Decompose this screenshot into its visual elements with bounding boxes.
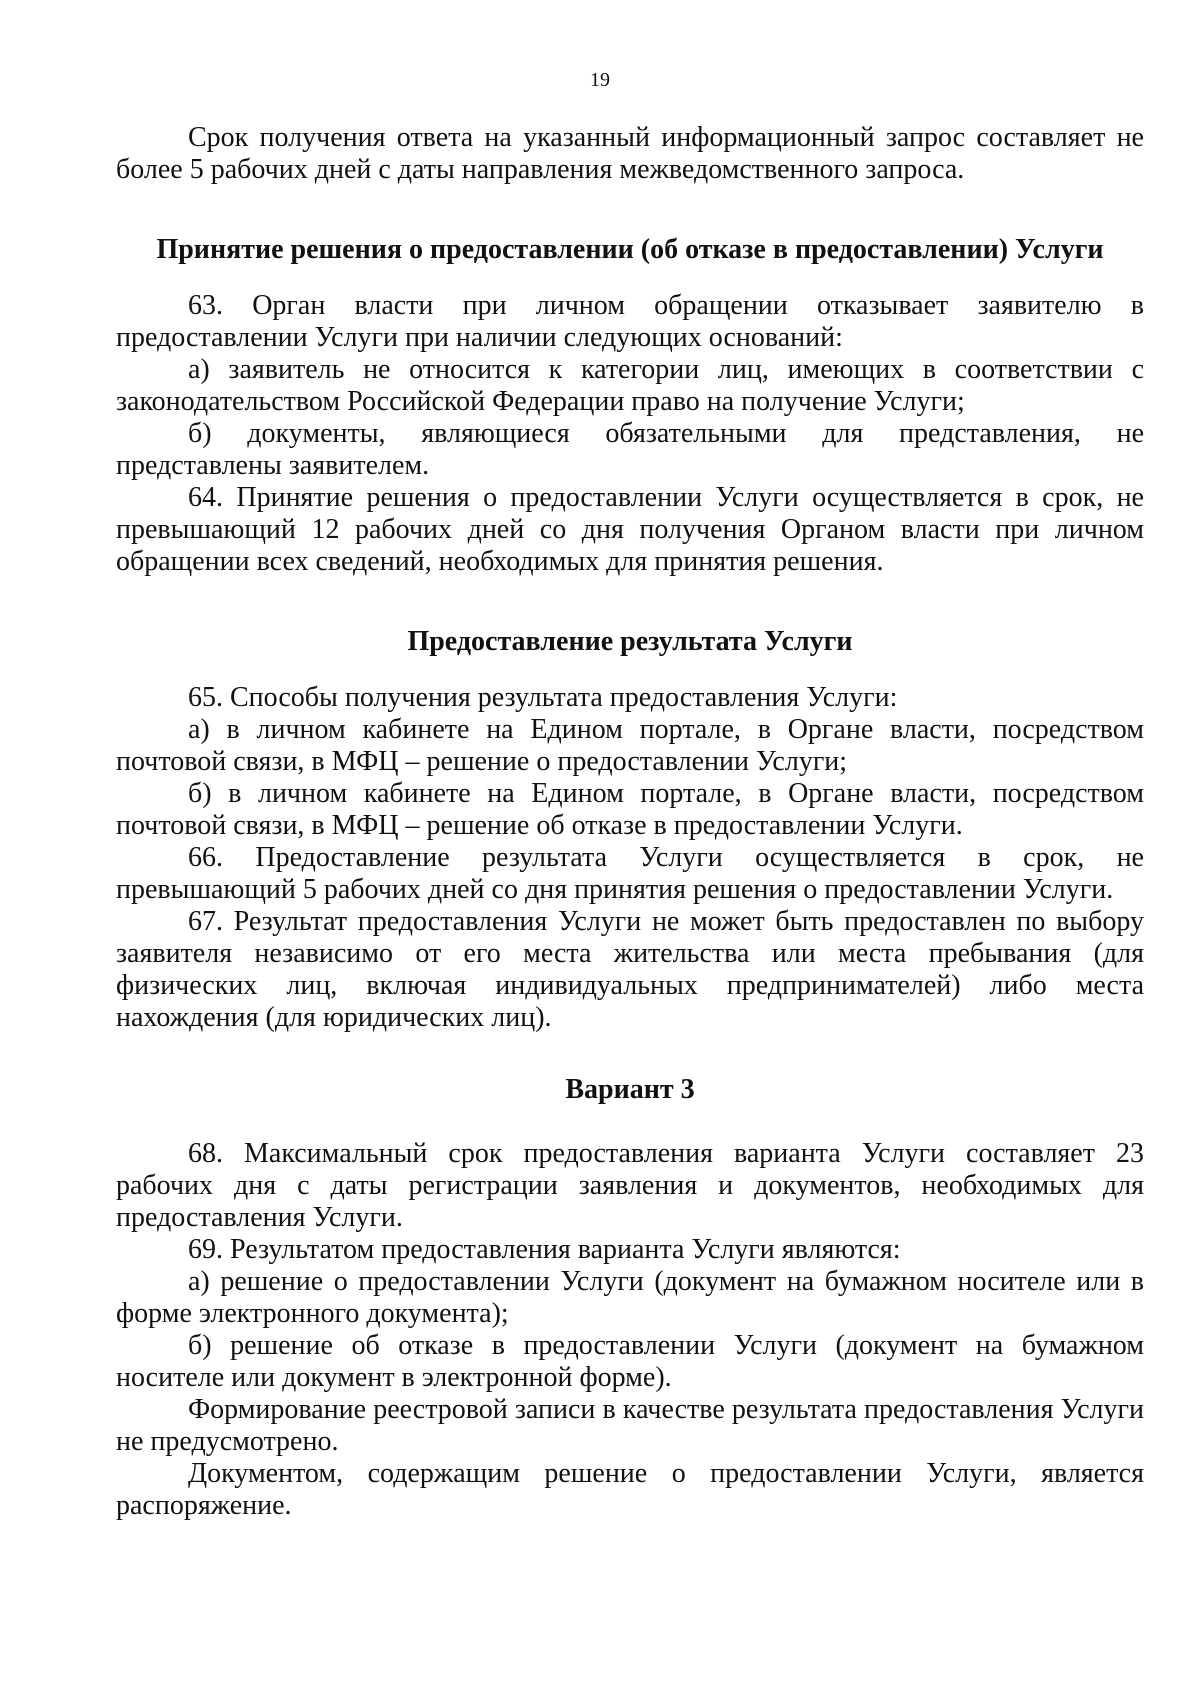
paragraph-63a: а) заявитель не относится к категории лиц, имеющих в соответствии с законодательством Российской Федерации право на получение Услуги; [116, 354, 1144, 417]
paragraph-67: 67. Результат предоставления Услуги не может быть предоставлен по выбору заявителя независимо от его места жительства или места пребывания (для физических лиц, включая индивидуальных предпринимателей) либо места нахождения (для юридических лиц). [116, 906, 1144, 1033]
paragraph-65b: б) в личном кабинете на Едином портале, в Органе власти, посредством почтовой связи, в МФЦ – решение об отказе в предоставлении Услуги. [116, 778, 1144, 841]
section-heading-result: Предоставление результата Услуги [407, 626, 853, 657]
paragraph-63b: б) документы, являющиеся обязательными для представления, не представлены заявителем. [116, 418, 1144, 481]
paragraph-64: 64. Принятие решения о предоставлении Услуги осуществляется в срок, не превышающий 12 рабочих дней со дня получения Органом власти при личном обращении всех сведений, необходимых для принятия решения. [116, 482, 1144, 577]
paragraph-68: 68. Максимальный срок предоставления варианта Услуги составляет 23 рабочих дня с даты регистрации заявления и документов, необходимых для предоставления Услуги. [116, 1138, 1144, 1233]
paragraph-registry-record: Формирование реестровой записи в качестве результата предоставления Услуги не предусмотрено. [116, 1394, 1144, 1457]
paragraph-69b: б) решение об отказе в предоставлении Услуги (документ на бумажном носителе или документ в электронной форме). [116, 1330, 1144, 1393]
paragraph-66: 66. Предоставление результата Услуги осуществляется в срок, не превышающий 5 рабочих дней со дня принятия решения о предоставлении Услуги. [116, 842, 1144, 905]
section-heading-variant-3: Вариант 3 [565, 1074, 695, 1105]
section-heading-decision: Принятие решения о предоставлении (об отказе в предоставлении) Услуги [156, 234, 1104, 265]
paragraph-63: 63. Орган власти при личном обращении отказывает заявителю в предоставлении Услуги при наличии следующих оснований: [116, 290, 1144, 353]
paragraph-65a: а) в личном кабинете на Едином портале, в Органе власти, посредством почтовой связи, в МФЦ – решение о предоставлении Услуги; [116, 714, 1144, 777]
page-number: 19 [590, 69, 610, 91]
paragraph-response-term: Срок получения ответа на указанный информационный запрос составляет не более 5 рабочих дней с даты направления межведомственного запроса. [116, 122, 1144, 185]
document-body [116, 122, 1144, 1522]
paragraph-decision-document: Документом, содержащим решение о предоставлении Услуги, является распоряжение. [116, 1458, 1144, 1521]
paragraph-65: 65. Способы получения результата предоставления Услуги: [188, 682, 898, 713]
paragraph-69: 69. Результатом предоставления варианта Услуги являются: [188, 1234, 901, 1265]
paragraph-69a: а) решение о предоставлении Услуги (документ на бумажном носителе или в форме электронного документа); [116, 1266, 1144, 1329]
